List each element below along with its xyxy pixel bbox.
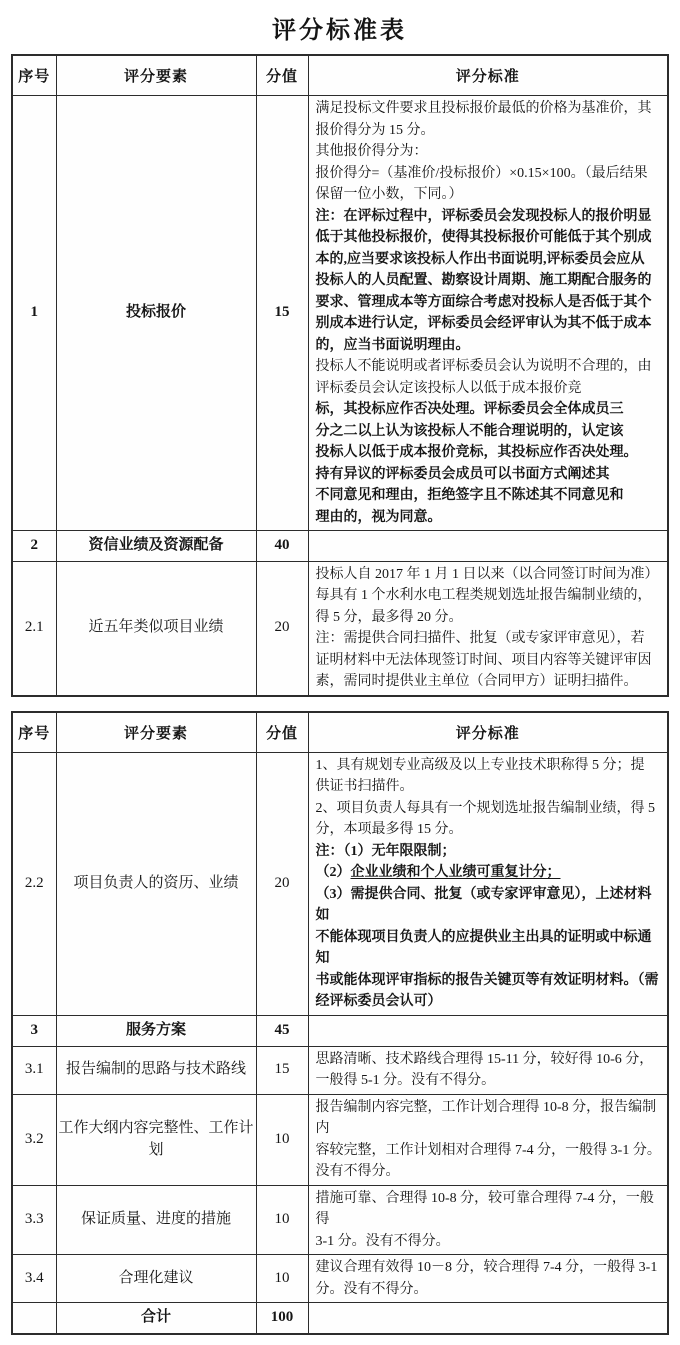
text-segment: 容较完整，工作计划相对合理得 7-4 分，一般得 3-1 分。 (315, 1142, 661, 1158)
column-header: 分值 (256, 712, 308, 753)
seq-cell: 2.1 (12, 561, 56, 696)
text-segment: 证明材料中无法体现签订时间、项目内容等关键评审因 (315, 652, 652, 668)
score-cell: 15 (256, 1046, 308, 1094)
text-segment: 要求、管理成本等方面综合考虑对投标人是否低于其个 (315, 294, 652, 310)
seq-cell: 3 (12, 1015, 56, 1046)
table-row (12, 1185, 668, 1255)
text-segment: 3-1 分。没有不得分。 (315, 1233, 450, 1249)
header-row (12, 712, 668, 753)
criteria-line (316, 227, 664, 249)
criteria-line (316, 98, 664, 120)
criteria-line (316, 292, 664, 314)
text-segment: 标，其投标应作否决处理。评标委员会全体成员三 (315, 402, 624, 417)
text-segment: 不同意见和理由，拒绝签字且不陈述其不同意见和 (315, 488, 624, 503)
criteria-line (316, 270, 664, 292)
text-segment: 投标人的人员配置、勘察设计周期、施工期配合服务的 (315, 273, 652, 288)
text-segment: 不能体现项目负责人的应提供业主出具的证明或中标通知 (315, 929, 652, 967)
scoring-table-upper (11, 54, 669, 697)
criteria-line (316, 1231, 664, 1253)
seq-cell: 3.4 (12, 1255, 56, 1303)
criteria-line (316, 607, 664, 629)
factor-cell: 工作大纲内容完整性、工作计划 (56, 1094, 256, 1185)
text-segment: 企业业绩和个人业绩可重复计分； (350, 865, 561, 881)
text-segment: 分之二以上认为该投标人不能合理说明的，认定该 (315, 423, 624, 439)
text-segment: 建议合理有效得 10－8 分，较合理得 7-4 分，一般得 3-1 (315, 1260, 658, 1275)
text-segment: 投标人自 2017 年 1 月 1 日以来（以合同签订时间为准） (315, 566, 659, 582)
header-row (12, 55, 668, 96)
text-segment: 报价得分=（基准价/投标报价）×0.15×100。（最后结果 (315, 165, 648, 181)
table-row (12, 1094, 668, 1185)
factor-cell: 报告编制的思路与技术路线 (56, 1046, 256, 1094)
score-cell: 100 (256, 1303, 308, 1334)
criteria-cell (308, 1094, 668, 1185)
criteria-line (316, 841, 664, 863)
text-segment: 报告编制内容完整，工作计划合理得 10-8 分，报告编制内 (315, 1099, 657, 1136)
column-header: 评分标准 (308, 55, 668, 96)
text-segment: 注：在评标过程中，评标委员会发现投标人的报价明显 (315, 208, 652, 224)
text-segment: 供证书扫描件。 (315, 779, 414, 795)
table-row (12, 1015, 668, 1046)
criteria-line (316, 970, 664, 992)
criteria-line (316, 991, 664, 1013)
text-segment: （2） (315, 865, 351, 881)
criteria-line (316, 313, 664, 335)
score-cell: 45 (256, 1015, 308, 1046)
text-segment: 素，需同时提供业主单位（合同甲方）证明扫描件。 (315, 674, 638, 690)
text-segment: 本的,应当要求该投标人作出书面说明,评标委员会应从 (315, 251, 645, 267)
criteria-line (316, 1188, 664, 1231)
criteria-line (316, 335, 664, 357)
text-segment: 持有异议的评标委员会成员可以书面方式阐述其 (315, 466, 610, 482)
text-segment: 得 5 分，最多得 20 分。 (315, 609, 463, 625)
factor-cell: 保证质量、进度的措施 (56, 1185, 256, 1255)
column-header: 评分要素 (56, 55, 256, 96)
table-row (12, 1046, 668, 1094)
criteria-line (316, 421, 664, 443)
text-segment: 注：（1）无年限限制； (315, 843, 456, 859)
criteria-cell (308, 96, 668, 531)
text-segment: 投标人不能说明或者评标委员会认为说明不合理的，由 (315, 359, 652, 374)
criteria-line (316, 927, 664, 970)
criteria-line (316, 1070, 664, 1092)
criteria-cell (308, 1015, 668, 1046)
criteria-line (316, 798, 664, 820)
criteria-line (316, 120, 664, 142)
criteria-line (316, 464, 664, 486)
text-segment: 1、具有规划专业高级及以上专业技术职称得 5 分；提 (315, 757, 645, 773)
criteria-line (316, 163, 664, 185)
criteria-line (316, 776, 664, 798)
text-segment: 书或能体现评审指标的报告关键页等有效证明材料。（需 (315, 972, 659, 988)
criteria-cell (308, 1255, 668, 1303)
table-row (12, 561, 668, 696)
text-segment: 评标委员会认定该投标人以低于成本报价竞 (315, 380, 582, 396)
text-segment: 分。没有不得分。 (315, 1281, 428, 1297)
table-row (12, 531, 668, 562)
criteria-line (316, 671, 664, 693)
seq-cell: 2 (12, 531, 56, 562)
score-cell: 10 (256, 1094, 308, 1185)
criteria-line (316, 755, 664, 777)
criteria-line (316, 650, 664, 672)
text-segment: 满足投标文件要求且投标报价最低的价格为基准价，其 (315, 101, 652, 116)
factor-cell: 合理化建议 (56, 1255, 256, 1303)
seq-cell: 3.3 (12, 1185, 56, 1255)
text-segment: 2、项目负责人每具有一个规划选址报告编制业绩，得 5 (315, 800, 655, 816)
text-segment: 分，本项最多得 15 分。 (315, 822, 463, 838)
criteria-line (316, 399, 664, 421)
criteria-cell (308, 752, 668, 1015)
factor-cell: 项目负责人的资历、业绩 (56, 752, 256, 1015)
seq-cell: 2.2 (12, 752, 56, 1015)
text-segment: 低于其他投标报价，使得其投标报价可能低于其个别成 (315, 230, 652, 245)
score-cell: 10 (256, 1255, 308, 1303)
criteria-cell (308, 1046, 668, 1094)
column-header: 评分标准 (308, 712, 668, 753)
text-segment: 注：需提供合同扫描件、批复（或专家评审意见），若 (315, 631, 645, 647)
criteria-line (316, 141, 664, 163)
score-cell: 10 (256, 1185, 308, 1255)
criteria-line (316, 206, 664, 228)
scoring-table-lower (11, 711, 669, 1335)
criteria-line (316, 585, 664, 607)
text-segment: 措施可靠、合理得 10-8 分，较可靠合理得 7-4 分，一般得 (315, 1190, 654, 1227)
text-segment: 经评标委员会认可） (315, 994, 442, 1010)
criteria-cell (308, 531, 668, 562)
criteria-line (316, 485, 664, 507)
page-title: 评分标准表 (272, 15, 407, 44)
text-segment: 保留一位小数，下同。） (315, 187, 463, 202)
criteria-line (316, 249, 664, 271)
score-cell: 15 (256, 96, 308, 531)
text-segment: 一般得 5-1 分。没有不得分。 (315, 1073, 496, 1088)
text-segment: 没有不得分。 (315, 1164, 400, 1179)
text-segment: 思路清晰、技术路线合理得 15-11 分，较好得 10-6 分， (315, 1051, 654, 1067)
seq-cell: 3.2 (12, 1094, 56, 1185)
criteria-line (316, 378, 664, 400)
factor-cell: 合计 (56, 1303, 256, 1334)
table-row (12, 96, 668, 531)
criteria-line (316, 819, 664, 841)
criteria-line (316, 1097, 664, 1140)
score-cell: 40 (256, 531, 308, 562)
table-row (12, 1303, 668, 1334)
score-cell: 20 (256, 752, 308, 1015)
criteria-line (316, 1257, 664, 1279)
criteria-line (316, 1140, 664, 1162)
criteria-line (316, 356, 664, 378)
column-header: 序号 (12, 55, 56, 96)
text-segment: 其他报价得分为： (315, 144, 428, 159)
text-segment: 每具有 1 个水利水电工程类规划选址报告编制业绩的， (315, 588, 652, 604)
score-cell: 20 (256, 561, 308, 696)
text-segment: 理由的，视为同意。 (315, 509, 442, 525)
table-row (12, 1255, 668, 1303)
criteria-cell (308, 561, 668, 696)
criteria-line (316, 1161, 664, 1183)
text-segment: 别成本进行认定，评标委员会经评审认为其不低于成本 (315, 316, 652, 331)
column-header: 分值 (256, 55, 308, 96)
criteria-line (316, 184, 664, 206)
criteria-line (316, 884, 664, 927)
criteria-line (316, 1049, 664, 1071)
column-header: 序号 (12, 712, 56, 753)
factor-cell: 服务方案 (56, 1015, 256, 1046)
factor-cell: 投标报价 (56, 96, 256, 531)
text-segment: 的，应当书面说明理由。 (315, 337, 470, 353)
text-segment: 投标人以低于成本报价竞标，其投标应作否决处理。 (315, 445, 638, 460)
seq-cell (12, 1303, 56, 1334)
criteria-line (316, 862, 664, 884)
seq-cell: 1 (12, 96, 56, 531)
factor-cell: 资信业绩及资源配备 (56, 531, 256, 562)
text-segment: （3）需提供合同、批复（或专家评审意见），上述材料如 (315, 886, 652, 924)
table-row (12, 752, 668, 1015)
criteria-line (316, 442, 664, 464)
criteria-cell (308, 1185, 668, 1255)
criteria-line (316, 1279, 664, 1301)
criteria-cell (308, 1303, 668, 1334)
column-header: 评分要素 (56, 712, 256, 753)
criteria-line (316, 507, 664, 529)
text-segment: 报价得分为 15 分。 (315, 122, 435, 138)
criteria-line (316, 628, 664, 650)
factor-cell: 近五年类似项目业绩 (56, 561, 256, 696)
criteria-line (316, 564, 664, 586)
seq-cell: 3.1 (12, 1046, 56, 1094)
